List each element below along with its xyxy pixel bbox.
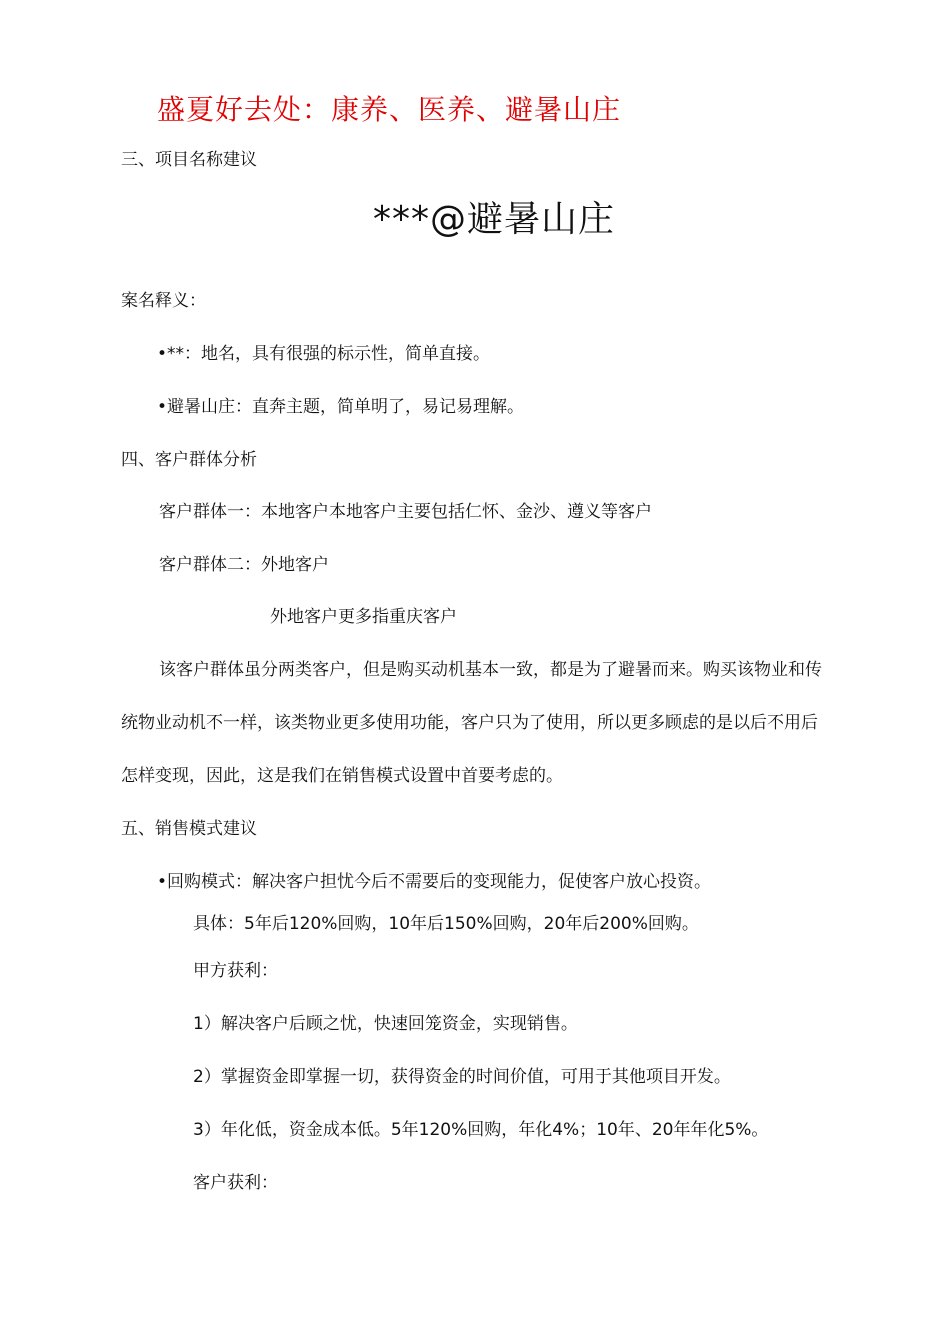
section-3-heading: 三、项目名称建议 [121, 150, 257, 170]
section-4-heading: 四、客户群体分析 [121, 450, 257, 470]
party-a-benefit-item: 1）解决客户后顾之忧，快速回笼资金，实现销售。 [193, 1014, 578, 1034]
customer-group-2: 客户群体二：外地客户 [159, 555, 329, 575]
buyback-specifics: 具体：5年后120%回购，10年后150%回购，20年后200%回购。 [193, 914, 699, 934]
explanation-bullet: •**：地名，具有很强的标示性，简单直接。 [157, 344, 491, 364]
party-a-benefit-item: 2）掌握资金即掌握一切，获得资金的时间价值，可用于其他项目开发。 [193, 1067, 731, 1087]
analysis-paragraph-line: 该客户群体虽分两类客户，但是购买动机基本一致，都是为了避暑而来。购买该物业和传 [159, 660, 822, 680]
document-title: 盛夏好去处：康养、医养、避暑山庄 [157, 93, 622, 126]
analysis-paragraph-line: 怎样变现，因此，这是我们在销售模式设置中首要考虑的。 [121, 766, 563, 786]
party-a-benefit-item: 3）年化低，资金成本低。5年120%回购，年化4%；10年、20年年化5%。 [193, 1120, 769, 1140]
customer-group-2-detail: 外地客户更多指重庆客户 [270, 607, 457, 627]
buyback-mode-bullet: •回购模式：解决客户担忧今后不需要后的变现能力，促使客户放心投资。 [157, 872, 712, 892]
customer-benefit-label: 客户获利： [193, 1173, 278, 1193]
party-a-benefit-label: 甲方获利： [193, 961, 278, 981]
explanation-label: 案名释义： [121, 291, 206, 311]
customer-group-1: 客户群体一：本地客户本地客户主要包括仁怀、金沙、遵义等客户 [159, 502, 652, 522]
explanation-bullet: •避暑山庄：直奔主题，简单明了，易记易理解。 [157, 397, 525, 417]
analysis-paragraph-line: 统物业动机不一样，该类物业更多使用功能，客户只为了使用，所以更多顾虑的是以后不用后 [121, 713, 818, 733]
project-name-title: ***@避暑山庄 [373, 199, 616, 240]
section-5-heading: 五、销售模式建议 [121, 819, 257, 839]
